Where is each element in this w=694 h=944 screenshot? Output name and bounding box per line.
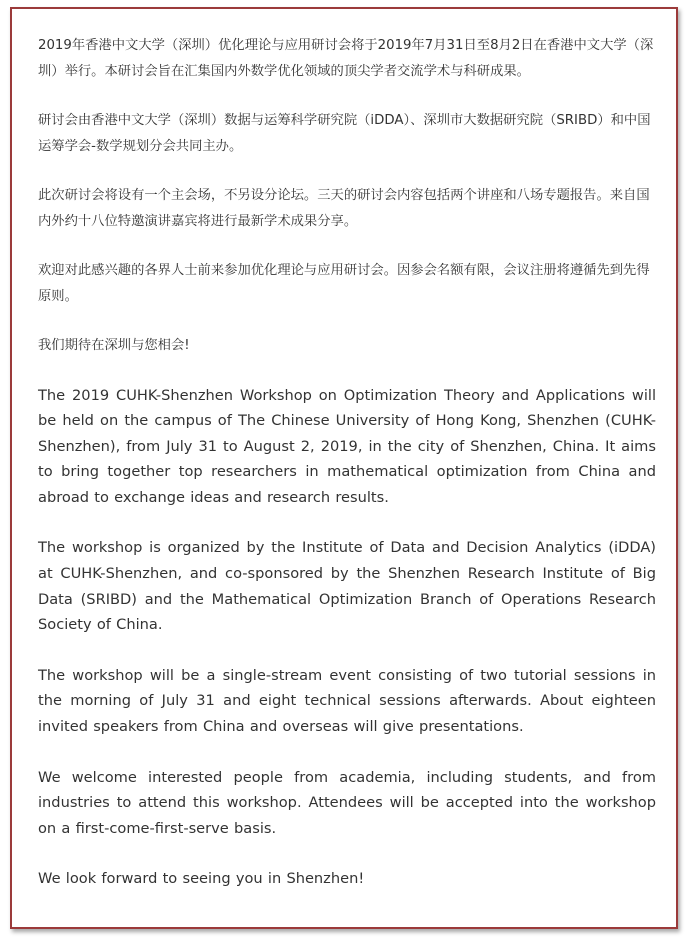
announcement-frame <box>10 7 678 929</box>
english-section <box>38 383 656 893</box>
zh-paragraph-registration: 欢迎对此感兴趣的各界人士前来参加优化理论与应用研讨会。因参会名额有限，会议注册将遵循先到先得原则。 <box>38 263 650 304</box>
en-paragraph-program: The workshop will be a single-stream event consisting of two tutorial sessions in the morning of July 31 and eight technical sessions afterwards. About eighteen invited speakers from China and overseas will give presentations. <box>38 666 656 736</box>
zh-paragraph-intro: 2019年香港中文大学（深圳）优化理论与应用研讨会将于2019年7月31日至8月2日在香港中文大学（深圳）举行。本研讨会旨在汇集国内外数学优化领域的顶尖学者交流学术与科研成果。 <box>38 38 654 79</box>
en-paragraph-closing: We look forward to seeing you in Shenzhen! <box>38 870 365 888</box>
en-paragraph-intro: The 2019 CUHK-Shenzhen Workshop on Optimization Theory and Applications will be held on the campus of The Chinese University of Hong Kong, Shenzhen (CUHK-Shenzhen), from July 31 to August 2, 2019, in the city of Shenzhen, China. It aims to bring together top researchers in mathematical optimization from China and abroad to exchange ideas and research results. <box>38 386 656 506</box>
chinese-section <box>38 33 656 359</box>
zh-paragraph-program: 此次研讨会将设有一个主会场，不另设分论坛。三天的研讨会内容包括两个讲座和八场专题报告。来自国内外约十八位特邀演讲嘉宾将进行最新学术成果分享。 <box>38 188 650 229</box>
zh-paragraph-organizers: 研讨会由香港中文大学（深圳）数据与运筹科学研究院（iDDA）、深圳市大数据研究院（SRIBD）和中国运筹学会-数学规划分会共同主办。 <box>38 113 651 154</box>
en-paragraph-registration: We welcome interested people from academia, including students, and from industries to attend this workshop. Attendees will be accepted into the workshop on a first-come-first-serve basis. <box>38 768 656 837</box>
en-paragraph-organizers: The workshop is organized by the Institute of Data and Decision Analytics (iDDA) at CUHK-Shenzhen, and co-sponsored by the Shenzhen Research Institute of Big Data (SRIBD) and the Mathematical Optimization Branch of Operations Research Society of China. <box>38 539 656 634</box>
announcement-content <box>38 33 656 892</box>
zh-paragraph-closing: 我们期待在深圳与您相会! <box>38 338 190 353</box>
